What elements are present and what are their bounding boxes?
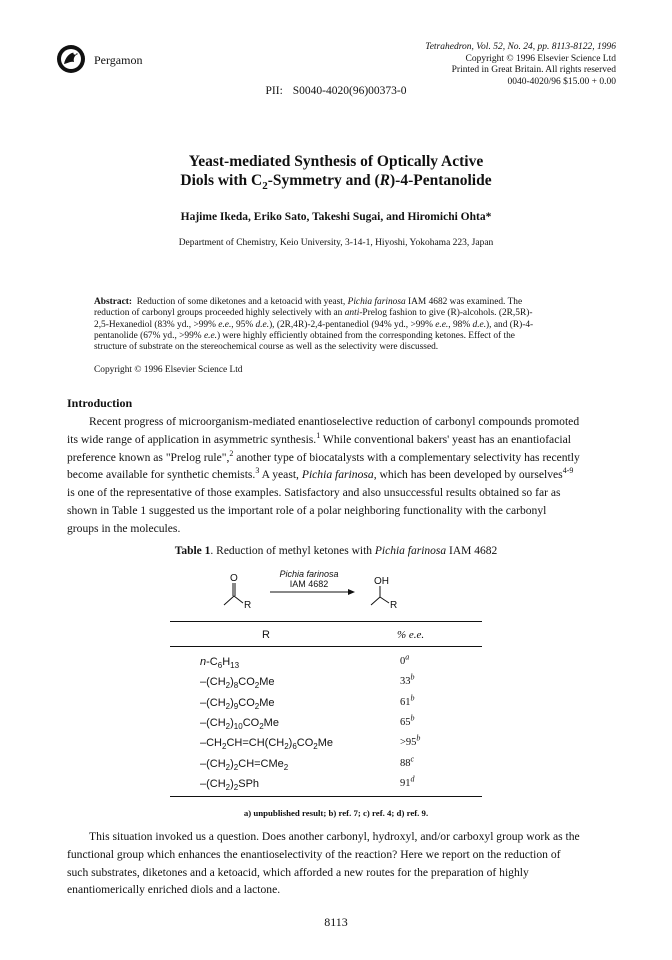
abstract-text: Reduction of some diketones and a ketoacid with yeast, Pichia farinosa IAM 4682 was examined. The — [136, 297, 523, 307]
substituent-cell: $-(CH_2)_8CO_2Me$ — [200, 676, 275, 691]
paragraph-line: enantiomerically enriched diols and a lactone. — [67, 883, 281, 897]
abstract — [94, 297, 614, 353]
table-rule-top — [170, 621, 482, 622]
introduction-paragraph — [67, 413, 613, 538]
publisher-name: Pergamon — [94, 53, 143, 67]
paragraph-line: shown in Table 1 suggested us the important role of a polar neighboring functionality with the carbonyl — [67, 503, 547, 517]
citation: 2 — [229, 448, 234, 458]
reaction-scheme — [222, 567, 422, 612]
paragraph-line: is one of the representative of those examples. Satisfactory and also unsuccessful results obtained so far as — [67, 486, 561, 500]
ee-cell: 61$^b$ — [400, 693, 415, 708]
journal-citation: Tetrahedron, Vol. 52, No. 24, pp. 8113-8122, 1996 — [425, 42, 616, 52]
ee-cell: 91$^d$ — [400, 774, 415, 789]
ee-cell: 65$^b$ — [400, 713, 415, 728]
pii-value: S0040-4020(96)00373-0 — [292, 85, 407, 97]
table-rule-bottom — [170, 796, 482, 797]
paragraph-line: This situation invoked us a question. Does another carbonyl, hydroxyl, and/or carboxyl group work as the — [89, 830, 580, 843]
arrow-head-icon — [348, 589, 355, 595]
journal-price: 0040-4020/96 $15.00 + 0.00 — [507, 76, 616, 87]
citation: 3 — [255, 466, 260, 476]
paragraph-line: such substrates, diketones and a ketoacid, which afforded a new routes for the preparation of highly — [67, 865, 529, 879]
journal-copyright: Copyright © 1996 Elsevier Science Ltd — [465, 53, 616, 64]
ee-cell: 33$^b$ — [400, 672, 415, 688]
page-number: 8113 — [324, 915, 348, 929]
caption-text: . Reduction of methyl ketones with Pichia farinosa IAM 4682 — [210, 545, 498, 557]
alcohol-oh-label: OH — [374, 576, 389, 587]
abstract-label: Abstract: — [94, 297, 133, 307]
paragraph-line: functional group which enhances the enantioselectivity of the reaction? Here we report on the reduction of — [67, 847, 561, 861]
ee-cell: $>95^b$ — [400, 733, 421, 749]
citation: 1 — [316, 430, 321, 440]
pii-label: PII: — [265, 85, 283, 97]
alcohol-r-label: R — [390, 600, 398, 611]
title-line: Yeast-mediated Synthesis of Optically Active — [188, 153, 484, 170]
reagent-strain: IAM 4682 — [289, 579, 329, 589]
pergamon-logo-icon — [56, 44, 86, 74]
pii-line — [0, 85, 672, 97]
journal-info — [425, 42, 616, 88]
table-footnote: a) unpublished result; b) ref. 7; c) ref. 4; d) ref. 9. — [243, 808, 429, 818]
journal-printed: Printed in Great Britain. All rights reserved — [451, 65, 616, 75]
column-header-r: R — [262, 629, 270, 641]
paragraph-line: groups in the molecules. — [67, 521, 181, 535]
substituent-cell: $-(CH_2)_2SPh$ — [200, 777, 260, 792]
table-label: Table 1 — [174, 545, 211, 557]
table-caption — [0, 545, 672, 557]
title-line: Diols with $C_2$-Symmetry and (R)-4-Pentanolide — [180, 172, 492, 193]
abstract-line: pentanolide (67% yd., >99% e.e.) were highly efficiently obtained from the corresponding ketones. Effect of the — [94, 330, 515, 341]
abstract-line — [94, 297, 614, 308]
paragraph-line: preference known as "Prelog rule",$^2$ another type of biocatalysts with a complementary selectivity has recently — [67, 448, 580, 464]
section-heading: Introduction — [67, 396, 133, 410]
substituent-cell: $-CH_2CH=CH(CH_2)_6CO_2Me$ — [200, 737, 334, 752]
affiliation: Department of Chemistry, Keio University, 3-14-1, Hiyoshi, Yokohama 223, Japan — [178, 238, 494, 248]
abstract-line: 2,5-Hexanediol (83% yd., >99% e.e., 95% d.e.), (2R,4R)-2,4-pentanediol (94% yd., >99% e.e., 98% d.e.), and (R)-4- — [94, 319, 534, 330]
ketone-r-label: R — [244, 600, 252, 611]
table-rule-mid — [170, 646, 482, 647]
abstract-line: structure of substrate on the stereochemical course as well as the selectivity were discussed. — [94, 342, 439, 353]
citation: 4-9 — [562, 466, 574, 476]
reagent-name: Pichia farinosa — [279, 569, 339, 579]
author-list: Hajime Ikeda, Eriko Sato, Takeshi Sugai, and Hiromichi Ohta* — [180, 211, 492, 223]
ketone-oxygen-label: O — [230, 573, 238, 584]
paragraph-line: its wide range of application in asymmetric synthesis.$^1$ While conventional bakers' yeast has an enantiofacial — [67, 430, 571, 446]
column-header-ee: % e.e. — [397, 629, 425, 641]
ee-cell: 0$^a$ — [400, 652, 410, 667]
paragraph-line: Recent progress of microorganism-mediated enantioselective reduction of carbonyl compounds promoted — [89, 415, 580, 428]
paragraph-line: become available for synthetic chemists.$^3$ A yeast, Pichia farinosa, which has been developed by ourselves$^{4-9}$ — [67, 466, 574, 482]
ee-cell: 88$^c$ — [400, 754, 415, 769]
substituent-cell: $-(CH_2)_9CO_2Me$ — [200, 696, 275, 711]
article-title — [0, 152, 672, 196]
body-paragraph — [67, 828, 613, 899]
substituent-cell: $-(CH_2)_2CH=CMe_2$ — [200, 757, 289, 772]
substituent-cell: $-(CH_2)_{10}CO_2Me$ — [200, 716, 279, 732]
abstract-line: reduction of carbonyl groups proceeded highly selectively with an anti-Prelog fashion to give (R)-alcohols. (2R,5R)- — [94, 308, 533, 319]
abstract-copyright: Copyright © 1996 Elsevier Science Ltd — [94, 365, 243, 375]
substituent-cell: $n-C_6H_{13}$ — [200, 656, 240, 671]
